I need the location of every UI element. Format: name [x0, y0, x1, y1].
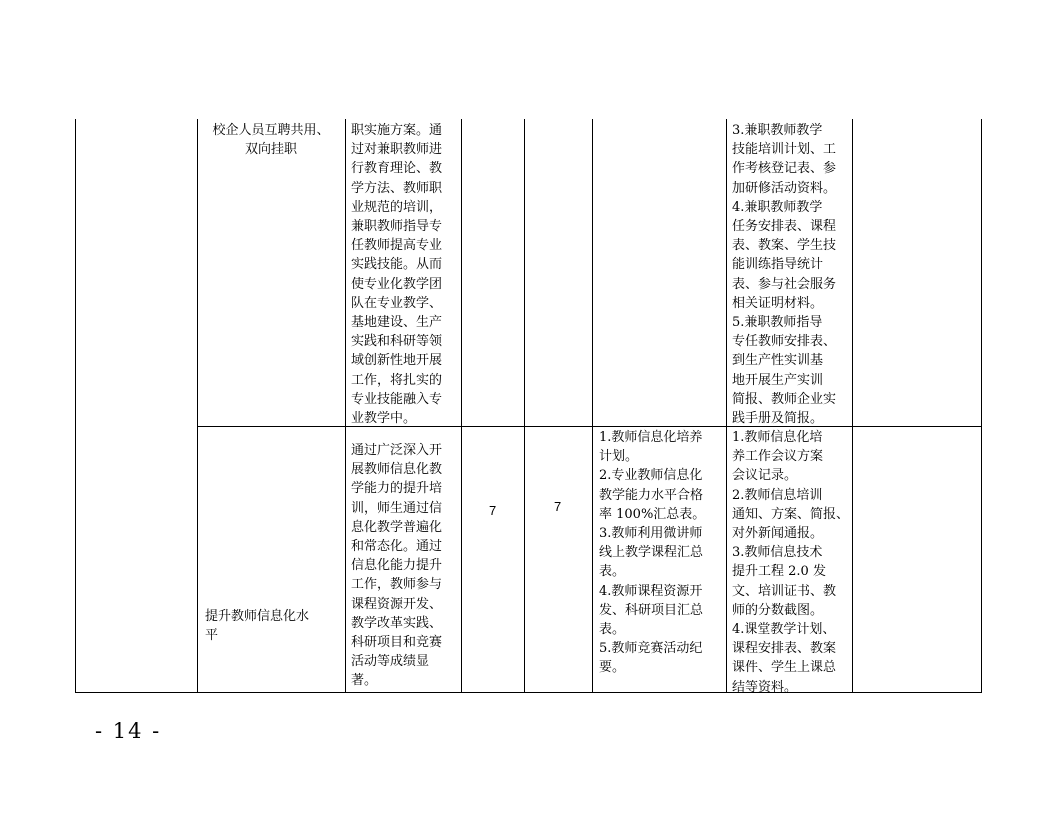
row1-evidence-cell: 3.兼职教师教学 技能培训计划、工 作考核登记表、参 加研修活动资料。 4.兼职教师教学 任务安排表、课程 表、教案、学生技 能训练指导统计 表、参与社会服务 相关证明材料。 5.兼职教师指导 专任教师安排表、 到生产性实训基 地开展生产实训 简报、教师企业实 践手册及简报。	[732, 123, 837, 427]
row2-value2-cell: 7	[554, 499, 562, 514]
column-divider	[461, 119, 462, 693]
row2-task-cell: 提升教师信息化水 平	[205, 609, 310, 644]
row2-content-cell: 通过广泛深入开 展教师信息化教 学能力的提升培 训，师生通过信 息化教学普遍化 和常态化。通过 信息化能力提升 工作，教师参与 课程资源开发、 教学改革实践、 科研项目和竞赛 活动等成绩显 著。	[351, 443, 443, 689]
row2-value1-cell: 7	[489, 503, 497, 518]
column-divider	[726, 119, 727, 693]
column-divider	[852, 119, 853, 693]
column-divider	[524, 119, 525, 693]
row1-content-cell: 职实施方案。通 过对兼职教师进 行教育理论、教 学方法、教师职 业规范的培训， 兼职教师指导专 任教师提高专业 实践技能。从而 使专业化教学团 队在专业教学、 基地建设、生产 实践和科研等领 域创新性地开展 工作，将扎实的 专业技能融入专 业教学中。	[351, 123, 443, 427]
column-divider	[197, 119, 198, 693]
row1-task-cell: 校企人员互聘共用、 双向挂职	[212, 123, 330, 158]
table-border-left	[75, 119, 76, 693]
page-number: - 14 -	[95, 719, 162, 743]
table-border-right	[981, 119, 982, 693]
column-divider	[345, 119, 346, 693]
row2-outputs-cell: 1.教师信息化培养 计划。 2.专业教师信息化 教学能力水平合格 率 100%汇总表。 3.教师利用微讲师 线上教学课程汇总 表。 4.教师课程资源开 发、科研项目汇总 表。 5.教师竞赛活动纪 要。	[599, 430, 706, 676]
row2-evidence-cell: 1.教师信息化培 养工作会议方案 会议记录。 2.教师信息培训 通知、方案、简报、 对外新闻通报。 3.教师信息技术 提升工程 2.0 发 文、培训证书、教 师的分数截图。 4.课堂教学计划、 课程安排表、教案 课件、学生上课总 结等资料。	[732, 430, 850, 695]
row-divider	[197, 426, 982, 427]
column-divider	[592, 119, 593, 693]
